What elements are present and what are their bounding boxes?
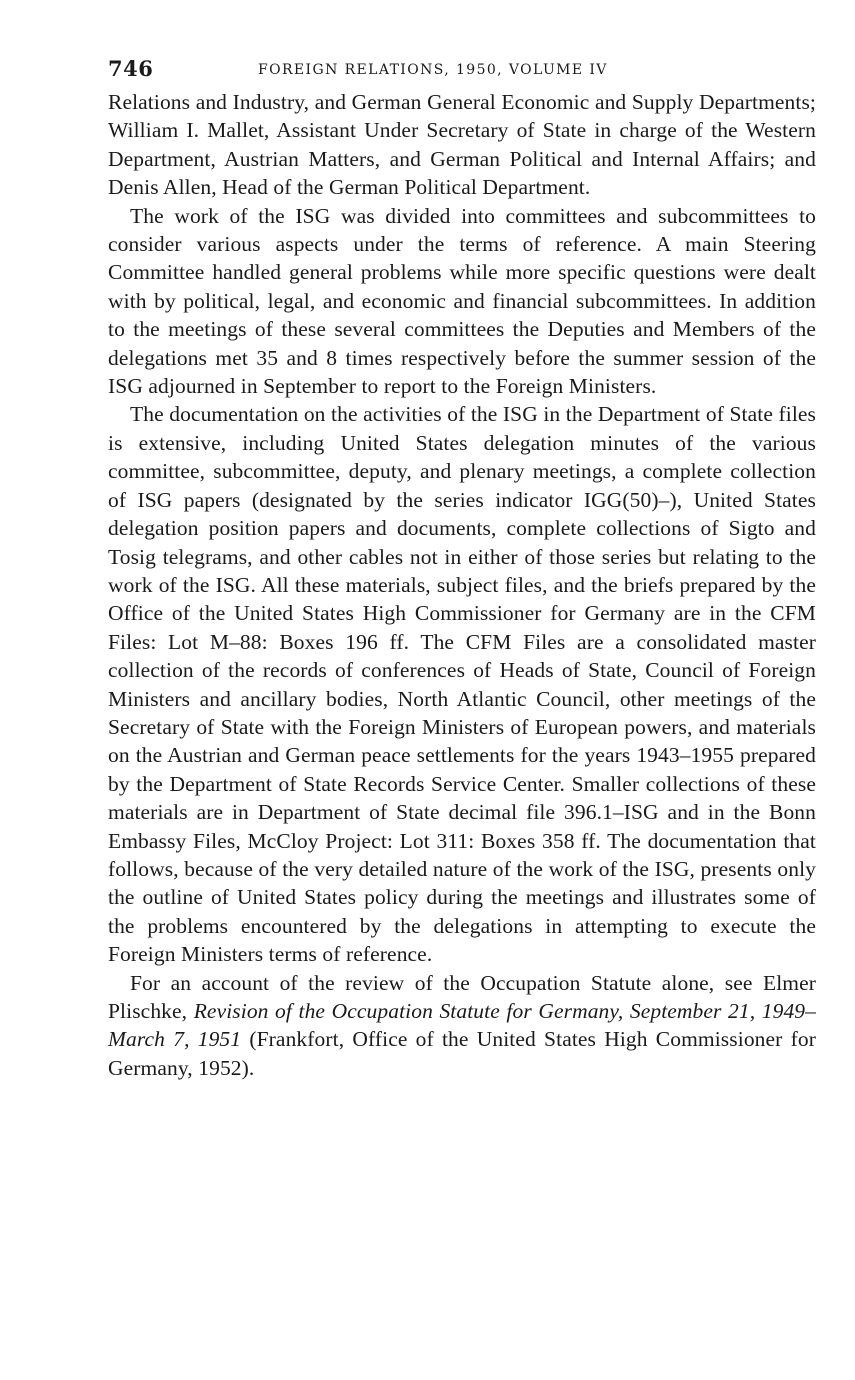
paragraph-3: The documentation on the activities of the ISG in the Department of State files is extensive, including United States delegation minutes of the various committee, subcommittee, deputy, and plenary meetings, a complete collection of ISG papers (designated by the series indicator IGG(50)–), United States delegation position papers and documents, complete collections of Sigto and Tosig telegrams, and other cables not in either of those series but relating to the work of the ISG. All these materials, subject files, and the briefs prepared by the Office of the United States High Commissioner for Germany are in the CFM Files: Lot M–88: Boxes 196 ff. The CFM Files are a consolidated master collection of the records of conferences of Heads of State, Council of Foreign Ministers and ancillary bodies, North Atlantic Council, other meetings of the Secretary of State with the Foreign Ministers of European powers, and materials on the Austrian and German peace settlements for the years 1943–1955 prepared by the Department of State Records Service Center. Smaller collections of these materials are in Department of State decimal file 396.1–ISG and in the Bonn Embassy Files, McCloy Project: Lot 311: Boxes 358 ff. The documentation that follows, because of the very detailed nature of the work of the ISG, presents only the outline of United States policy during the meetings and illustrates some of the problems encountered by the delegations in attempting to execute the Foreign Ministers terms of reference. bbox=[108, 402, 816, 967]
running-head-title: FOREIGN RELATIONS, 1950, VOLUME IV bbox=[258, 62, 608, 78]
cited-work-title: Revision of the Occupation Statute for Germany, September 21, 1949–March 7, 1951 bbox=[108, 999, 816, 1052]
paragraph-2: The work of the ISG was divided into committees and subcommittees to consider various aspects under the terms of reference. A main Steering Committee handled general problems while more specific questions were dealt with by political, legal, and economic and financial subcommittees. In addition to the meetings of these several committees the Deputies and Members of the delegations met 35 and 8 times respectively before the summer session of the ISG adjourned in September to report to the Foreign Ministers. bbox=[108, 203, 816, 399]
page-number: 746 bbox=[108, 56, 154, 81]
body-text bbox=[108, 88, 816, 1082]
running-head bbox=[108, 56, 816, 88]
paragraph-4-start: For an account of the review of the Occupation Statute alone, see Elmer Plischke, bbox=[108, 970, 816, 1023]
document-page bbox=[108, 56, 816, 1082]
paragraph-4-end: (Frankfort, Office of the United States High Commissioner for Germany, 1952). bbox=[108, 1027, 816, 1080]
paragraph-1: Relations and Industry, and German General Economic and Supply Departments; William I. Mallet, Assistant Under Secretary of State in charge of the Western Department, Austrian Matters, and German Political and Internal Affairs; and Denis Allen, Head of the German Political Department. bbox=[108, 90, 816, 200]
paragraph-4 bbox=[108, 969, 816, 1083]
